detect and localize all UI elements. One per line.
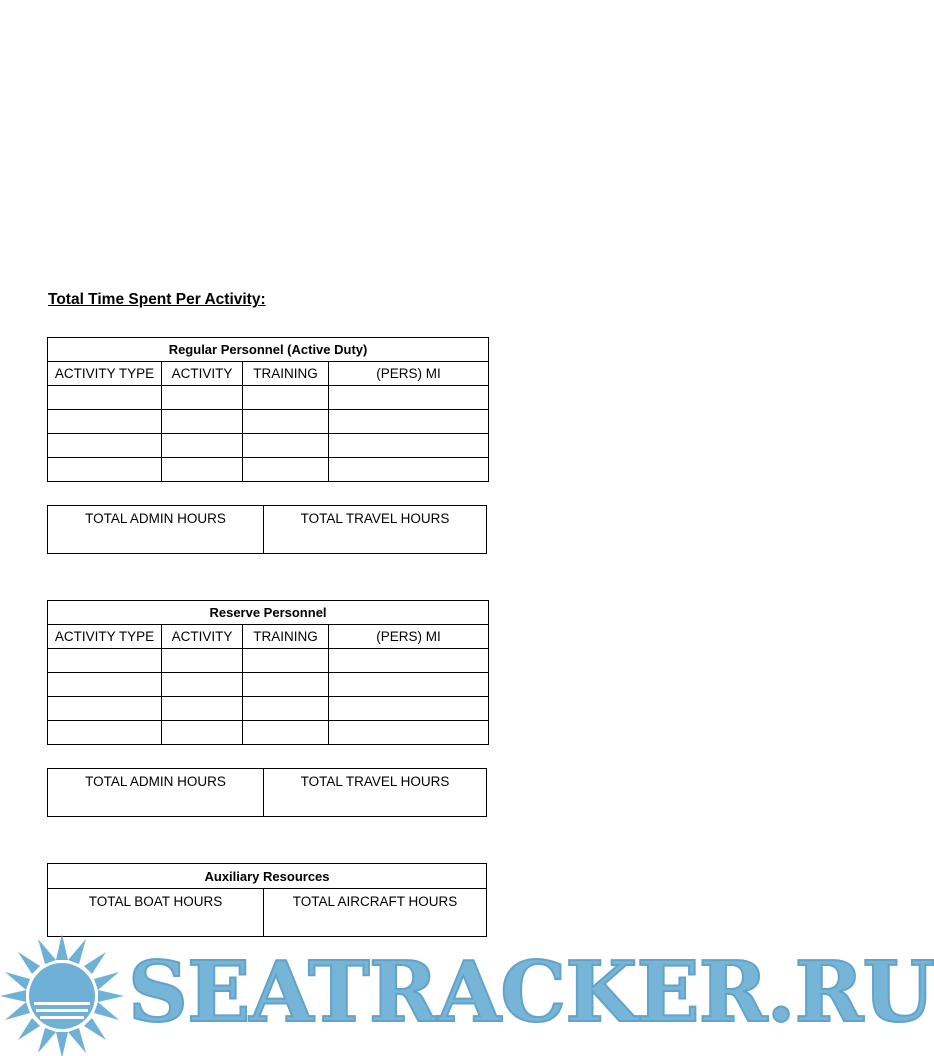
table-cell[interactable]	[329, 649, 489, 673]
regular-personnel-title: Regular Personnel (Active Duty)	[48, 338, 489, 362]
table-cell[interactable]	[329, 721, 489, 745]
table-cell[interactable]	[243, 386, 329, 410]
table-cell[interactable]	[243, 434, 329, 458]
table-cell[interactable]	[329, 458, 489, 482]
table-cell[interactable]	[162, 434, 243, 458]
table-cell[interactable]	[48, 458, 162, 482]
table-cell[interactable]	[329, 673, 489, 697]
table-cell[interactable]	[162, 410, 243, 434]
regular-totals-table	[47, 505, 487, 554]
column-header: ACTIVITY TYPE	[48, 362, 162, 386]
table-cell[interactable]	[243, 458, 329, 482]
table-cell[interactable]	[48, 386, 162, 410]
table-row	[48, 649, 489, 673]
auxiliary-resources-table	[47, 863, 487, 937]
table-cell[interactable]	[329, 434, 489, 458]
reserve-totals-table	[47, 768, 487, 817]
table-cell[interactable]	[162, 697, 243, 721]
column-header: ACTIVITY TYPE	[48, 625, 162, 649]
total-boat-hours-cell[interactable]: TOTAL BOAT HOURS	[48, 889, 264, 937]
table-cell[interactable]	[329, 386, 489, 410]
table-row	[48, 434, 489, 458]
column-header: (PERS) MI	[329, 625, 489, 649]
table-cell[interactable]	[243, 410, 329, 434]
table-cell[interactable]	[243, 697, 329, 721]
table-cell[interactable]	[48, 721, 162, 745]
table-cell[interactable]	[162, 386, 243, 410]
table-cell[interactable]	[162, 649, 243, 673]
total-admin-hours-cell[interactable]: TOTAL ADMIN HOURS	[48, 769, 264, 817]
header-row	[48, 362, 489, 386]
table-cell[interactable]	[243, 673, 329, 697]
column-header: TRAINING	[243, 625, 329, 649]
table-cell[interactable]	[162, 673, 243, 697]
regular-personnel-table	[47, 337, 489, 482]
table-cell[interactable]	[48, 649, 162, 673]
total-travel-hours-cell[interactable]: TOTAL TRAVEL HOURS	[264, 506, 487, 554]
column-header: (PERS) MI	[329, 362, 489, 386]
reserve-personnel-title: Reserve Personnel	[48, 601, 489, 625]
column-header: ACTIVITY	[162, 362, 243, 386]
watermark-text: SEATRACKER.RU	[128, 943, 934, 1041]
table-row	[48, 410, 489, 434]
table-row	[48, 673, 489, 697]
table-row	[48, 721, 489, 745]
column-header: TRAINING	[243, 362, 329, 386]
table-cell[interactable]	[48, 434, 162, 458]
table-cell[interactable]	[162, 721, 243, 745]
table-cell[interactable]	[243, 649, 329, 673]
auxiliary-resources-title: Auxiliary Resources	[48, 864, 487, 889]
reserve-personnel-table	[47, 600, 489, 745]
section-heading: Total Time Spent Per Activity:	[48, 291, 266, 308]
column-header: ACTIVITY	[162, 625, 243, 649]
table-cell[interactable]	[162, 458, 243, 482]
table-cell[interactable]	[243, 721, 329, 745]
total-admin-hours-cell[interactable]: TOTAL ADMIN HOURS	[48, 506, 264, 554]
table-row	[48, 458, 489, 482]
table-row	[48, 697, 489, 721]
table-cell[interactable]	[48, 673, 162, 697]
table-cell[interactable]	[329, 410, 489, 434]
table-cell[interactable]	[48, 410, 162, 434]
table-cell[interactable]	[48, 697, 162, 721]
total-aircraft-hours-cell[interactable]: TOTAL AIRCRAFT HOURS	[264, 889, 487, 937]
table-cell[interactable]	[329, 697, 489, 721]
table-row	[48, 386, 489, 410]
total-travel-hours-cell[interactable]: TOTAL TRAVEL HOURS	[264, 769, 487, 817]
header-row	[48, 625, 489, 649]
